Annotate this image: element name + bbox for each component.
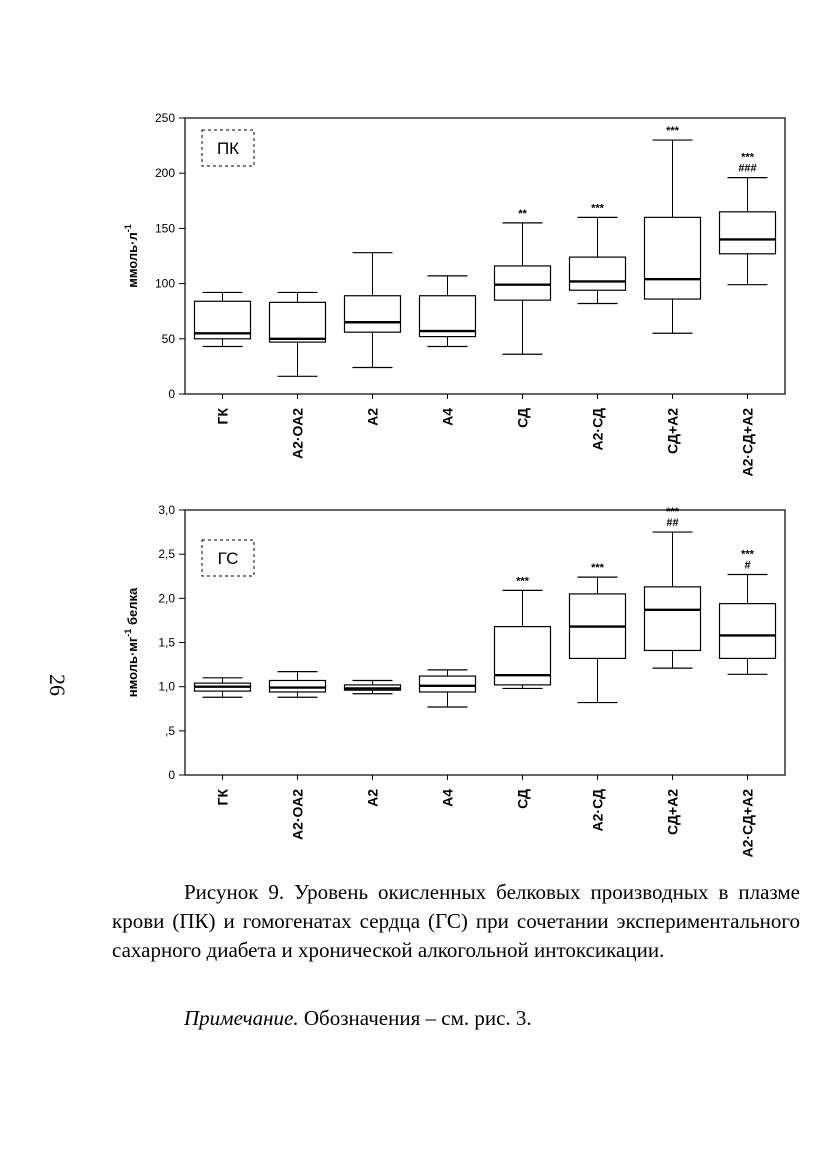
note-label: Примечание. [184, 1006, 299, 1030]
y-tick-label: 100 [154, 276, 175, 291]
significance-mark: # [744, 559, 751, 572]
x-tick-label: ГК [214, 408, 231, 425]
y-axis-label: $нмоль\cdot мг^{-1}$ белка [123, 587, 140, 698]
box-2 [345, 680, 401, 693]
y-tick-label: 0 [168, 768, 175, 782]
note-text: Обозначения – см. рис. 3. [303, 1006, 532, 1030]
x-tick-label: А2·СД [589, 408, 606, 451]
x-tick-label: СД+А2 [664, 408, 681, 454]
significance-mark: ** [518, 207, 527, 220]
y-axis-label: $ммоль\cdot л^{-1}$ [123, 224, 140, 288]
y-tick-label: 3,0 [158, 503, 175, 517]
figure-note [184, 1006, 532, 1031]
box-iqr [420, 676, 476, 692]
x-tick-label: А4 [439, 789, 456, 807]
significance-mark: *** [666, 506, 679, 519]
box-7 [720, 548, 776, 674]
x-tick-label: ГК [214, 789, 231, 806]
y-tick-label: 150 [154, 221, 175, 236]
chart-1-group [123, 503, 785, 858]
x-tick-label: А2·СД+А2 [739, 408, 756, 477]
significance-mark: ## [666, 517, 679, 530]
caption-text: Рисунок 9. Уровень окисленных белковых производных в плазме крови (ПК) и гомогенатах сердца (ГС) при сочетании экспериментального сахарного диабета и хронической алкогольной интоксикации. [112, 880, 800, 962]
significance-mark: ### [738, 162, 757, 175]
x-tick-label: А4 [439, 408, 456, 426]
x-tick-label: СД [514, 408, 531, 428]
significance-mark: *** [666, 125, 679, 138]
box-iqr [720, 604, 776, 659]
box-1 [270, 672, 326, 698]
x-tick-label: А2 [364, 408, 381, 426]
y-tick-label: 1,5 [158, 635, 175, 650]
significance-mark: *** [741, 548, 754, 561]
page-number: 26 [45, 674, 70, 696]
x-tick-label: А2·ОА2 [289, 789, 306, 840]
box-3 [420, 670, 476, 707]
significance-mark: *** [516, 575, 529, 588]
x-tick-label: СД [514, 789, 531, 809]
x-tick-label: СД+А2 [664, 789, 681, 835]
x-tick-label: А2 [364, 789, 381, 807]
y-tick-label: 200 [154, 166, 175, 181]
x-tick-label: А2·СД [589, 789, 606, 832]
significance-mark: *** [591, 202, 604, 215]
y-tick-label: 2,0 [158, 591, 175, 606]
box-5 [570, 562, 626, 702]
y-tick-label: 50 [161, 331, 175, 346]
y-tick-label: 250 [154, 111, 175, 125]
significance-mark: *** [741, 151, 754, 164]
significance-mark: *** [591, 562, 604, 575]
box-iqr [270, 680, 326, 691]
panel-label: ПК [216, 139, 240, 158]
box-6 [645, 506, 701, 668]
figure-caption [112, 878, 800, 965]
y-tick-label: ,5 [164, 723, 175, 738]
y-tick-label: 0 [168, 387, 175, 401]
box-4 [495, 575, 551, 688]
y-tick-label: 1,0 [158, 679, 175, 694]
panel-label: ГС [217, 549, 239, 568]
x-tick-label: А2·ОА2 [289, 408, 306, 459]
box-iqr [645, 587, 701, 651]
x-tick-label: А2·СД+А2 [739, 789, 756, 858]
y-tick-label: 2,5 [158, 547, 175, 562]
box-0 [195, 678, 251, 697]
